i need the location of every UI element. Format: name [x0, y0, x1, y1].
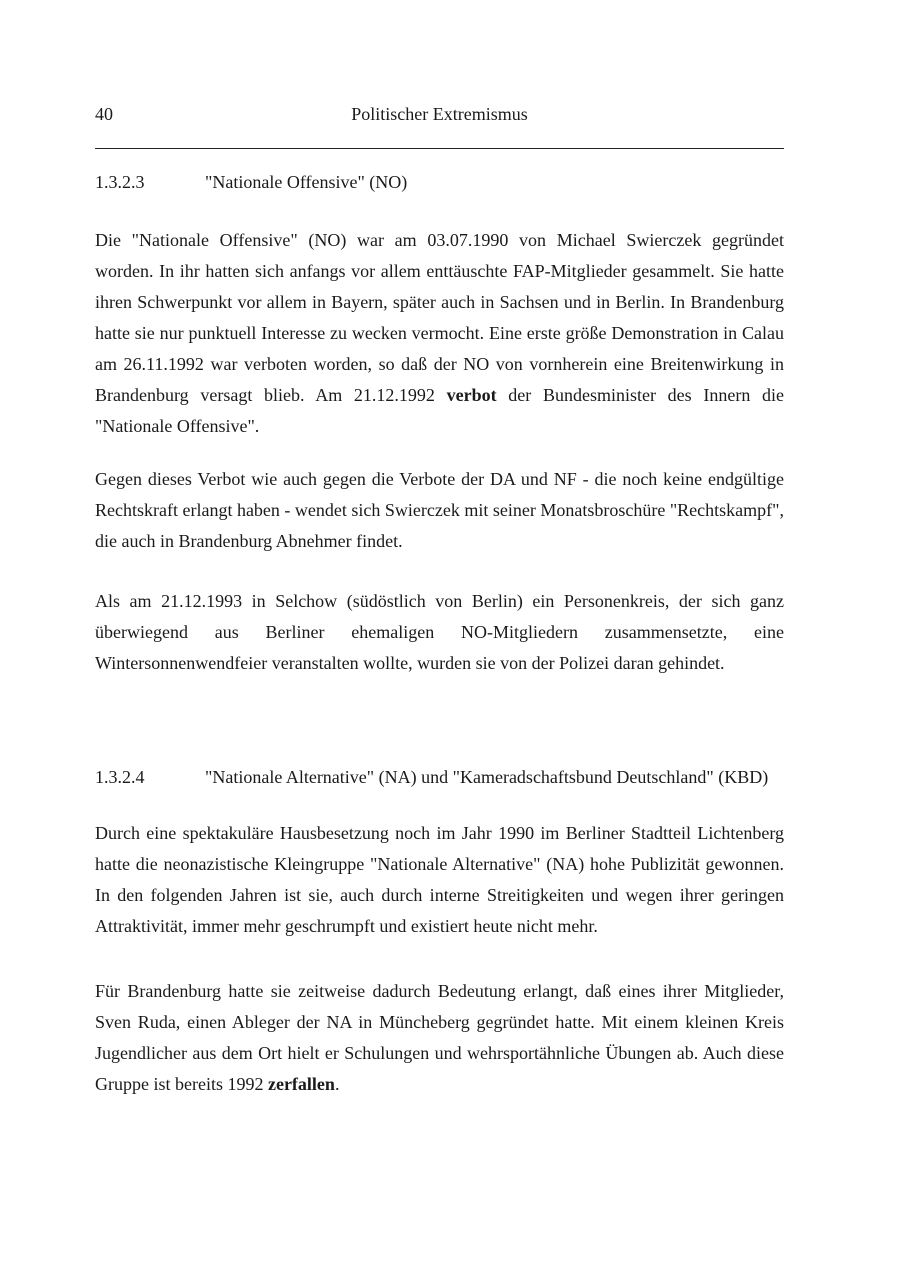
section-title: "Nationale Alternative" (NA) und "Kameradschaftsbund Deutschland" (KBD) [205, 767, 769, 787]
page-number: 40 [95, 104, 113, 124]
paragraph-text: . [334, 1074, 340, 1094]
paragraph-text: Die "Nationale Offensive" (NO) war am 03.07.1990 von Michael Swierczek gegründet worden. In ihr hatten sich anfangs vor allem enttäuschte FAP-Mitglieder gesammelt. Sie hatte ihren Schwerpunkt vor allem in Bayern, später auch in Sachsen und in Berlin. In Brandenburg hatte sie nur punktuell Interesse zu wecken vermocht. Eine erste größe Demonstration in Calau am 26.11.1992 war verboten worden, so daß der NO von vornherein eine Breitenwirkung in Brandenburg versagt blieb. Am 21.12.1992 [95, 230, 784, 405]
section-number: 1.3.2.4 [95, 767, 145, 787]
emphasis-text: zerfallen [267, 1074, 335, 1094]
paragraph-text: Für Brandenburg hatte sie zeitweise dadurch Bedeutung erlangt, daß eines ihrer Mitglieder, Sven Ruda, einen Ableger der NA in Müncheberg gegründet hatte. Mit einem kleinen Kreis Jugendlicher aus dem Ort hielt er Schulungen und wehrsportähnliche Übungen ab. Auch diese Gruppe ist bereits 1992 [95, 981, 784, 1094]
emphasis-text: verbot [446, 385, 497, 405]
paragraph-text: der Bundesminister des Innern die "Nationale Offensive". [95, 385, 785, 436]
section-title: "Nationale Offensive" (NO) [205, 172, 408, 192]
paragraph [95, 225, 784, 442]
header-divider [95, 148, 784, 149]
paragraph: Durch eine spektakuläre Hausbesetzung noch im Jahr 1990 im Berliner Stadtteil Lichtenberg hatte die neonazistische Kleingruppe "Nationale Alternative" (NA) hohe Publizität gewonnen. In den folgenden Jahren ist sie, auch durch interne Streitigkeiten und wegen ihrer geringen Attraktivität, immer mehr geschrumpft und existiert heute nicht mehr. [95, 823, 784, 936]
paragraph: Als am 21.12.1993 in Selchow (südöstlich von Berlin) ein Personenkreis, der sich ganz überwiegend aus Berliner ehemaligen NO-Mitgliedern zusammensetzte, eine Wintersonnenwendfeier veranstalten wollte, wurden sie von der Polizei daran gehindet. [95, 591, 784, 673]
paragraph: Gegen dieses Verbot wie auch gegen die Verbote der DA und NF - die noch keine endgültige Rechtskraft erlangt haben - wendet sich Swierczek mit seiner Monatsbroschüre "Rechtskampf", die auch in Brandenburg Abnehmer findet. [95, 469, 784, 551]
page-header [95, 104, 784, 130]
paragraph [95, 976, 784, 1100]
running-title: Politischer Extremismus [351, 104, 528, 124]
section-number: 1.3.2.3 [95, 172, 145, 192]
